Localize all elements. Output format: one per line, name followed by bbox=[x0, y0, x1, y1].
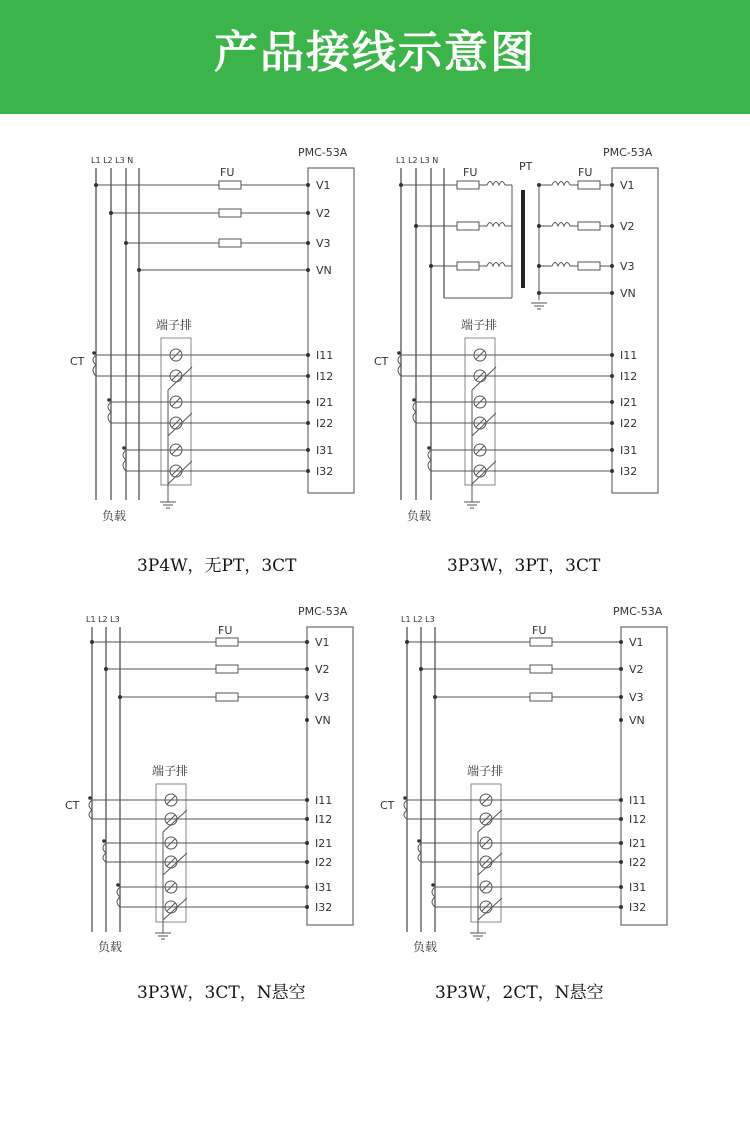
terminal-i31: I31 bbox=[629, 881, 647, 894]
terminal-i11: I11 bbox=[629, 794, 647, 807]
terminal-i21: I21 bbox=[629, 837, 647, 850]
terminal-v3: V3 bbox=[620, 260, 635, 273]
terminal-i12: I12 bbox=[620, 370, 638, 383]
terminal-block-label: 端子排 bbox=[467, 764, 504, 778]
fuse-label: FU bbox=[220, 166, 235, 179]
load-label: 负载 bbox=[102, 509, 127, 523]
terminal-vn: VN bbox=[620, 287, 636, 300]
fuse bbox=[216, 665, 238, 673]
terminal-v2: V2 bbox=[620, 220, 635, 233]
terminal-i22: I22 bbox=[315, 856, 333, 869]
line-labels: L1 L2 L3 N bbox=[91, 156, 134, 165]
terminal-block bbox=[465, 338, 495, 485]
load-label: 负载 bbox=[407, 509, 432, 523]
terminal-i22: I22 bbox=[316, 417, 334, 430]
terminal-i31: I31 bbox=[315, 881, 333, 894]
fuse bbox=[530, 665, 552, 673]
ct-label: CT bbox=[70, 355, 85, 368]
diagram-3p4w-3ct bbox=[70, 146, 354, 576]
terminal-i11: I11 bbox=[620, 349, 638, 362]
fuse bbox=[219, 239, 241, 247]
terminal-v1: V1 bbox=[620, 179, 635, 192]
fuse bbox=[216, 638, 238, 646]
terminal-i12: I12 bbox=[315, 813, 333, 826]
terminal-v1: V1 bbox=[316, 179, 331, 192]
fuse-label: FU bbox=[463, 166, 478, 179]
terminal-block bbox=[161, 338, 191, 485]
terminal-v1: V1 bbox=[629, 636, 644, 649]
terminal-i32: I32 bbox=[629, 901, 647, 914]
terminal-block-label: 端子排 bbox=[156, 318, 193, 332]
diagram-caption: 3P3W，2CT，N悬空 bbox=[435, 983, 604, 1003]
device-label: PMC-53A bbox=[298, 146, 348, 159]
terminal-vn: VN bbox=[629, 714, 645, 727]
diagram-caption: 3P3W，3CT，N悬空 bbox=[137, 983, 306, 1003]
device-label: PMC-53A bbox=[298, 605, 348, 618]
terminal-v2: V2 bbox=[315, 663, 330, 676]
terminal-i22: I22 bbox=[620, 417, 638, 430]
terminal-v3: V3 bbox=[316, 237, 331, 250]
fuse bbox=[219, 181, 241, 189]
terminal-block-label: 端子排 bbox=[152, 764, 189, 778]
terminal-v3: V3 bbox=[315, 691, 330, 704]
diagram-3p3w-3pt-3ct bbox=[374, 146, 658, 576]
terminal-vn: VN bbox=[315, 714, 331, 727]
fuse-label: FU bbox=[218, 624, 233, 637]
pt-label: PT bbox=[519, 160, 533, 173]
terminal-v2: V2 bbox=[629, 663, 644, 676]
terminal-i11: I11 bbox=[316, 349, 334, 362]
terminal-i22: I22 bbox=[629, 856, 647, 869]
load-label: 负载 bbox=[98, 940, 123, 954]
page-title: 产品接线示意图 bbox=[214, 27, 536, 78]
fuse bbox=[530, 693, 552, 701]
diagram-3p3w-3ct-n-floating bbox=[65, 605, 353, 1003]
device-label: PMC-53A bbox=[603, 146, 653, 159]
fuse bbox=[216, 693, 238, 701]
ct-label: CT bbox=[380, 799, 395, 812]
ct-label: CT bbox=[65, 799, 80, 812]
diagram-caption: 3P4W，无PT，3CT bbox=[137, 556, 297, 576]
diagram-3p3w-2ct-n-floating bbox=[380, 605, 667, 1003]
terminal-i21: I21 bbox=[315, 837, 333, 850]
terminal-i12: I12 bbox=[316, 370, 334, 383]
terminal-i32: I32 bbox=[316, 465, 334, 478]
terminal-vn: VN bbox=[316, 264, 332, 277]
fuse bbox=[530, 638, 552, 646]
terminal-i31: I31 bbox=[316, 444, 334, 457]
fuse bbox=[219, 209, 241, 217]
device-label: PMC-53A bbox=[613, 605, 663, 618]
line-labels: L1 L2 L3 N bbox=[396, 156, 439, 165]
terminal-i21: I21 bbox=[316, 396, 334, 409]
line-labels: L1 L2 L3 bbox=[401, 615, 435, 624]
terminal-i11: I11 bbox=[315, 794, 333, 807]
terminal-v1: V1 bbox=[315, 636, 330, 649]
fuse-label-secondary: FU bbox=[578, 166, 593, 179]
fuse-label: FU bbox=[532, 624, 547, 637]
terminal-block-label: 端子排 bbox=[461, 318, 498, 332]
pt-core bbox=[521, 190, 525, 288]
load-label: 负载 bbox=[413, 940, 438, 954]
terminal-i12: I12 bbox=[629, 813, 647, 826]
terminal-i32: I32 bbox=[620, 465, 638, 478]
terminal-v2: V2 bbox=[316, 207, 331, 220]
terminal-v3: V3 bbox=[629, 691, 644, 704]
terminal-i32: I32 bbox=[315, 901, 333, 914]
terminal-i21: I21 bbox=[620, 396, 638, 409]
terminal-i31: I31 bbox=[620, 444, 638, 457]
diagram-caption: 3P3W，3PT，3CT bbox=[447, 556, 601, 576]
ct-label: CT bbox=[374, 355, 389, 368]
line-labels: L1 L2 L3 bbox=[86, 615, 120, 624]
